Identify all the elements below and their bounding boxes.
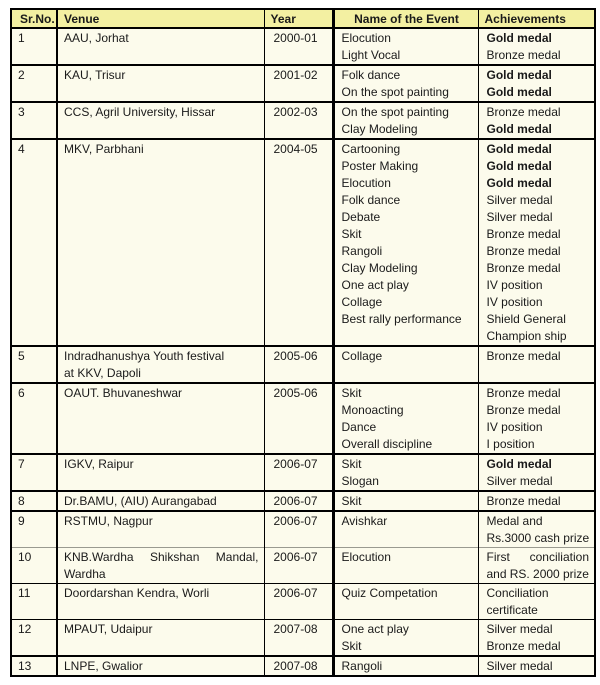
sr-number: 3 [18, 105, 25, 119]
event-name: Best rally performance [341, 312, 462, 326]
event-name: Elocution [341, 550, 391, 564]
year-text: 2006-07 [273, 550, 318, 564]
sr-cell [11, 656, 57, 676]
achievement-value: Silver medal [486, 622, 553, 636]
achievement-value: Bronze medal [486, 227, 561, 241]
year-text: 2006-07 [273, 586, 318, 600]
sr-number: 2 [18, 68, 25, 82]
event-name: Folk dance [341, 193, 401, 207]
sr-number: 7 [18, 457, 25, 471]
table-row [11, 620, 595, 657]
sr-number: 8 [18, 494, 25, 508]
achievement-value: Shield General [486, 312, 566, 326]
achievements-cell [478, 491, 595, 511]
event-name: Slogan [341, 474, 379, 488]
year-cell [264, 346, 333, 383]
achievement-value: Gold medal [486, 176, 552, 190]
events-cell [333, 491, 478, 511]
achievements-cell [478, 511, 595, 548]
event-name: Folk dance [341, 68, 401, 82]
achievements-cell [478, 346, 595, 383]
year-cell [264, 656, 333, 676]
event-name: Light Vocal [341, 48, 401, 62]
year-text: 2000-01 [273, 31, 318, 45]
venue-text: Doordarshan Kendra, Worli [64, 586, 210, 600]
event-name: Rangoli [341, 659, 383, 673]
year-text: 2007-08 [273, 659, 318, 673]
event-name: Rangoli [341, 244, 383, 258]
word: conciliation [529, 550, 589, 564]
event-name: Collage [341, 349, 383, 363]
venue-text: LNPE, Gwalior [64, 659, 143, 673]
sr-cell [11, 28, 57, 65]
results-table-body [11, 28, 595, 676]
event-name: Avishkar [341, 514, 388, 528]
events-cell [333, 620, 478, 657]
sr-cell [11, 620, 57, 657]
sr-number: 12 [18, 622, 32, 636]
venue-text: IGKV, Raipur [64, 457, 134, 471]
year-text: 2005-06 [273, 386, 318, 400]
year-text: 2006-07 [273, 457, 318, 471]
events-cell [333, 28, 478, 65]
event-name: On the spot painting [341, 105, 449, 119]
venue-cell [57, 139, 264, 346]
table-row [11, 491, 595, 511]
achievement-value: Bronze medal [486, 261, 561, 275]
sr-cell [11, 491, 57, 511]
sr-cell [11, 346, 57, 383]
event-name: Overall discipline [341, 437, 433, 451]
event-name: Cartooning [341, 142, 401, 156]
event-name: Clay Modeling [341, 122, 418, 136]
achievement-value: Silver medal [486, 474, 553, 488]
header-row [11, 9, 595, 28]
venue-cell [57, 491, 264, 511]
word: prize [562, 567, 589, 581]
achievements-cell [478, 656, 595, 676]
achievements-cell [478, 620, 595, 657]
events-cell [333, 346, 478, 383]
event-name: Skit [341, 227, 362, 241]
achievement-value: Medal and [486, 514, 543, 528]
achievements-cell [478, 548, 595, 584]
event-name: Skit [341, 457, 362, 471]
event-name: Collage [341, 295, 383, 309]
word: KNB.Wardha [64, 550, 134, 564]
year-cell [264, 102, 333, 139]
venue-text: AAU, Jorhat [64, 31, 129, 45]
venue-text: Dr.BAMU, (AIU) Aurangabad [64, 494, 217, 508]
sr-cell [11, 584, 57, 620]
year-text: 2005-06 [273, 349, 318, 363]
achievement-value: Bronze medal [486, 403, 561, 417]
sr-cell [11, 383, 57, 454]
achievement-value: Gold medal [486, 122, 552, 136]
sr-number: 11 [18, 586, 31, 600]
achievements-cell [478, 383, 595, 454]
year-text: 2002-03 [273, 105, 318, 119]
events-cell [333, 656, 478, 676]
venue-cell [57, 620, 264, 657]
events-cell [333, 511, 478, 548]
venue-text: OAUT. Bhuvaneshwar [64, 386, 183, 400]
venue-text: RSTMU, Nagpur [64, 514, 153, 528]
table-row [11, 511, 595, 548]
header-year: Year [264, 9, 333, 28]
venue-text [64, 549, 259, 566]
sr-number: 5 [18, 349, 25, 363]
word: Shikshan [150, 550, 200, 564]
achievement-value: IV position [486, 420, 543, 434]
achievements-cell [478, 28, 595, 65]
header-venue: Venue [57, 9, 264, 28]
achievement-value: Gold medal [486, 159, 552, 173]
sr-cell [11, 511, 57, 548]
achievement-value: Bronze medal [486, 386, 561, 400]
event-name: One act play [341, 622, 409, 636]
table-row [11, 548, 595, 584]
event-name: Elocution [341, 176, 391, 190]
venue-cell [57, 584, 264, 620]
achievement-value [487, 566, 590, 583]
venue-cell [57, 454, 264, 491]
sr-cell [11, 65, 57, 102]
achievements-cell [478, 139, 595, 346]
event-name: Skit [341, 386, 362, 400]
year-text: 2007-08 [273, 622, 318, 636]
achievement-value: Bronze medal [486, 639, 561, 653]
achievements-cell [478, 454, 595, 491]
achievement-value: Bronze medal [486, 105, 561, 119]
year-cell [264, 584, 333, 620]
event-name: Monoacting [341, 403, 404, 417]
event-name: Quiz Competation [341, 586, 438, 600]
word: 2000 [533, 567, 560, 581]
events-cell [333, 65, 478, 102]
venue-cell [57, 28, 264, 65]
achievement-value: IV position [486, 278, 543, 292]
event-name: Clay Modeling [341, 261, 418, 275]
achievement-value: Rs.3000 cash prize [486, 531, 590, 545]
year-text: 2006-07 [273, 494, 318, 508]
achievement-value: Gold medal [486, 85, 552, 99]
table-row [11, 346, 595, 383]
sr-cell [11, 548, 57, 584]
year-cell [264, 65, 333, 102]
achievement-value: Gold medal [486, 457, 552, 471]
events-cell [333, 548, 478, 584]
year-text: 2001-02 [273, 68, 318, 82]
sr-number: 1 [18, 31, 25, 45]
achievement-value: Bronze medal [486, 494, 561, 508]
year-cell [264, 620, 333, 657]
event-name: Debate [341, 210, 381, 224]
sr-number: 6 [18, 386, 25, 400]
year-cell [264, 454, 333, 491]
venue-text: MPAUT, Udaipur [64, 622, 153, 636]
table-row [11, 656, 595, 676]
year-cell [264, 28, 333, 65]
event-name: Skit [341, 494, 362, 508]
events-cell [333, 102, 478, 139]
achievement-value: Bronze medal [486, 48, 561, 62]
achievement-value [487, 549, 590, 566]
table-row [11, 28, 595, 65]
events-cell [333, 454, 478, 491]
venue-text: MKV, Parbhani [64, 142, 144, 156]
sr-cell [11, 102, 57, 139]
year-cell [264, 491, 333, 511]
achievement-value: certificate [486, 603, 538, 617]
event-name: Elocution [341, 31, 391, 45]
achievement-value: Bronze medal [486, 349, 561, 363]
year-cell [264, 548, 333, 584]
venue-cell [57, 65, 264, 102]
achievement-value: Conciliation [486, 586, 549, 600]
year-cell [264, 511, 333, 548]
event-name: Dance [341, 420, 377, 434]
event-name: On the spot painting [341, 85, 449, 99]
word: Mandal, [215, 550, 259, 564]
venue-cell [57, 511, 264, 548]
sr-cell [11, 139, 57, 346]
achievements-cell [478, 65, 595, 102]
venue-text: KAU, Trisur [64, 68, 126, 82]
events-cell [333, 383, 478, 454]
header-event-name: Name of the Event [333, 9, 478, 28]
achievement-value: Gold medal [486, 31, 552, 45]
achievement-value: Silver medal [486, 193, 553, 207]
sr-number: 4 [18, 142, 25, 156]
header-srno: Sr.No. [11, 9, 57, 28]
sr-number: 9 [18, 514, 25, 528]
table-row [11, 584, 595, 620]
sr-cell [11, 454, 57, 491]
venue-text [64, 566, 259, 583]
venue-cell [57, 383, 264, 454]
achievements-table [10, 8, 596, 677]
achievements-cell [478, 102, 595, 139]
venue-text: Indradhanushya Youth festival [64, 349, 225, 363]
table-row [11, 65, 595, 102]
sr-number: 13 [18, 659, 32, 673]
achievement-value: Gold medal [486, 68, 552, 82]
venue-cell [57, 102, 264, 139]
venue-cell [57, 656, 264, 676]
table-row [11, 139, 595, 346]
word: RS. [509, 567, 530, 581]
achievement-value: Silver medal [486, 659, 553, 673]
events-cell [333, 139, 478, 346]
year-text: 2006-07 [273, 514, 318, 528]
word: First [486, 550, 510, 564]
year-text: 2004-05 [273, 142, 318, 156]
achievement-value: I position [486, 437, 535, 451]
year-cell [264, 383, 333, 454]
year-cell [264, 139, 333, 346]
achievement-value: IV position [486, 295, 543, 309]
venue-text: CCS, Agril University, Hissar [64, 105, 216, 119]
word: Wardha [64, 567, 106, 581]
achievements-cell [478, 584, 595, 620]
achievement-value: Bronze medal [486, 244, 561, 258]
header-achievements: Achievements [478, 9, 595, 28]
achievement-value: Gold medal [486, 142, 552, 156]
event-name: One act play [341, 278, 409, 292]
table-row [11, 102, 595, 139]
venue-text: at KKV, Dapoli [64, 366, 141, 380]
word: and [486, 567, 507, 581]
table-row [11, 383, 595, 454]
event-name: Poster Making [341, 159, 419, 173]
events-cell [333, 584, 478, 620]
sr-number: 10 [18, 550, 32, 564]
venue-cell [57, 548, 264, 584]
event-name: Skit [341, 639, 362, 653]
achievement-value: Silver medal [486, 210, 553, 224]
table-row [11, 454, 595, 491]
achievement-value: Champion ship [486, 329, 567, 343]
venue-cell [57, 346, 264, 383]
